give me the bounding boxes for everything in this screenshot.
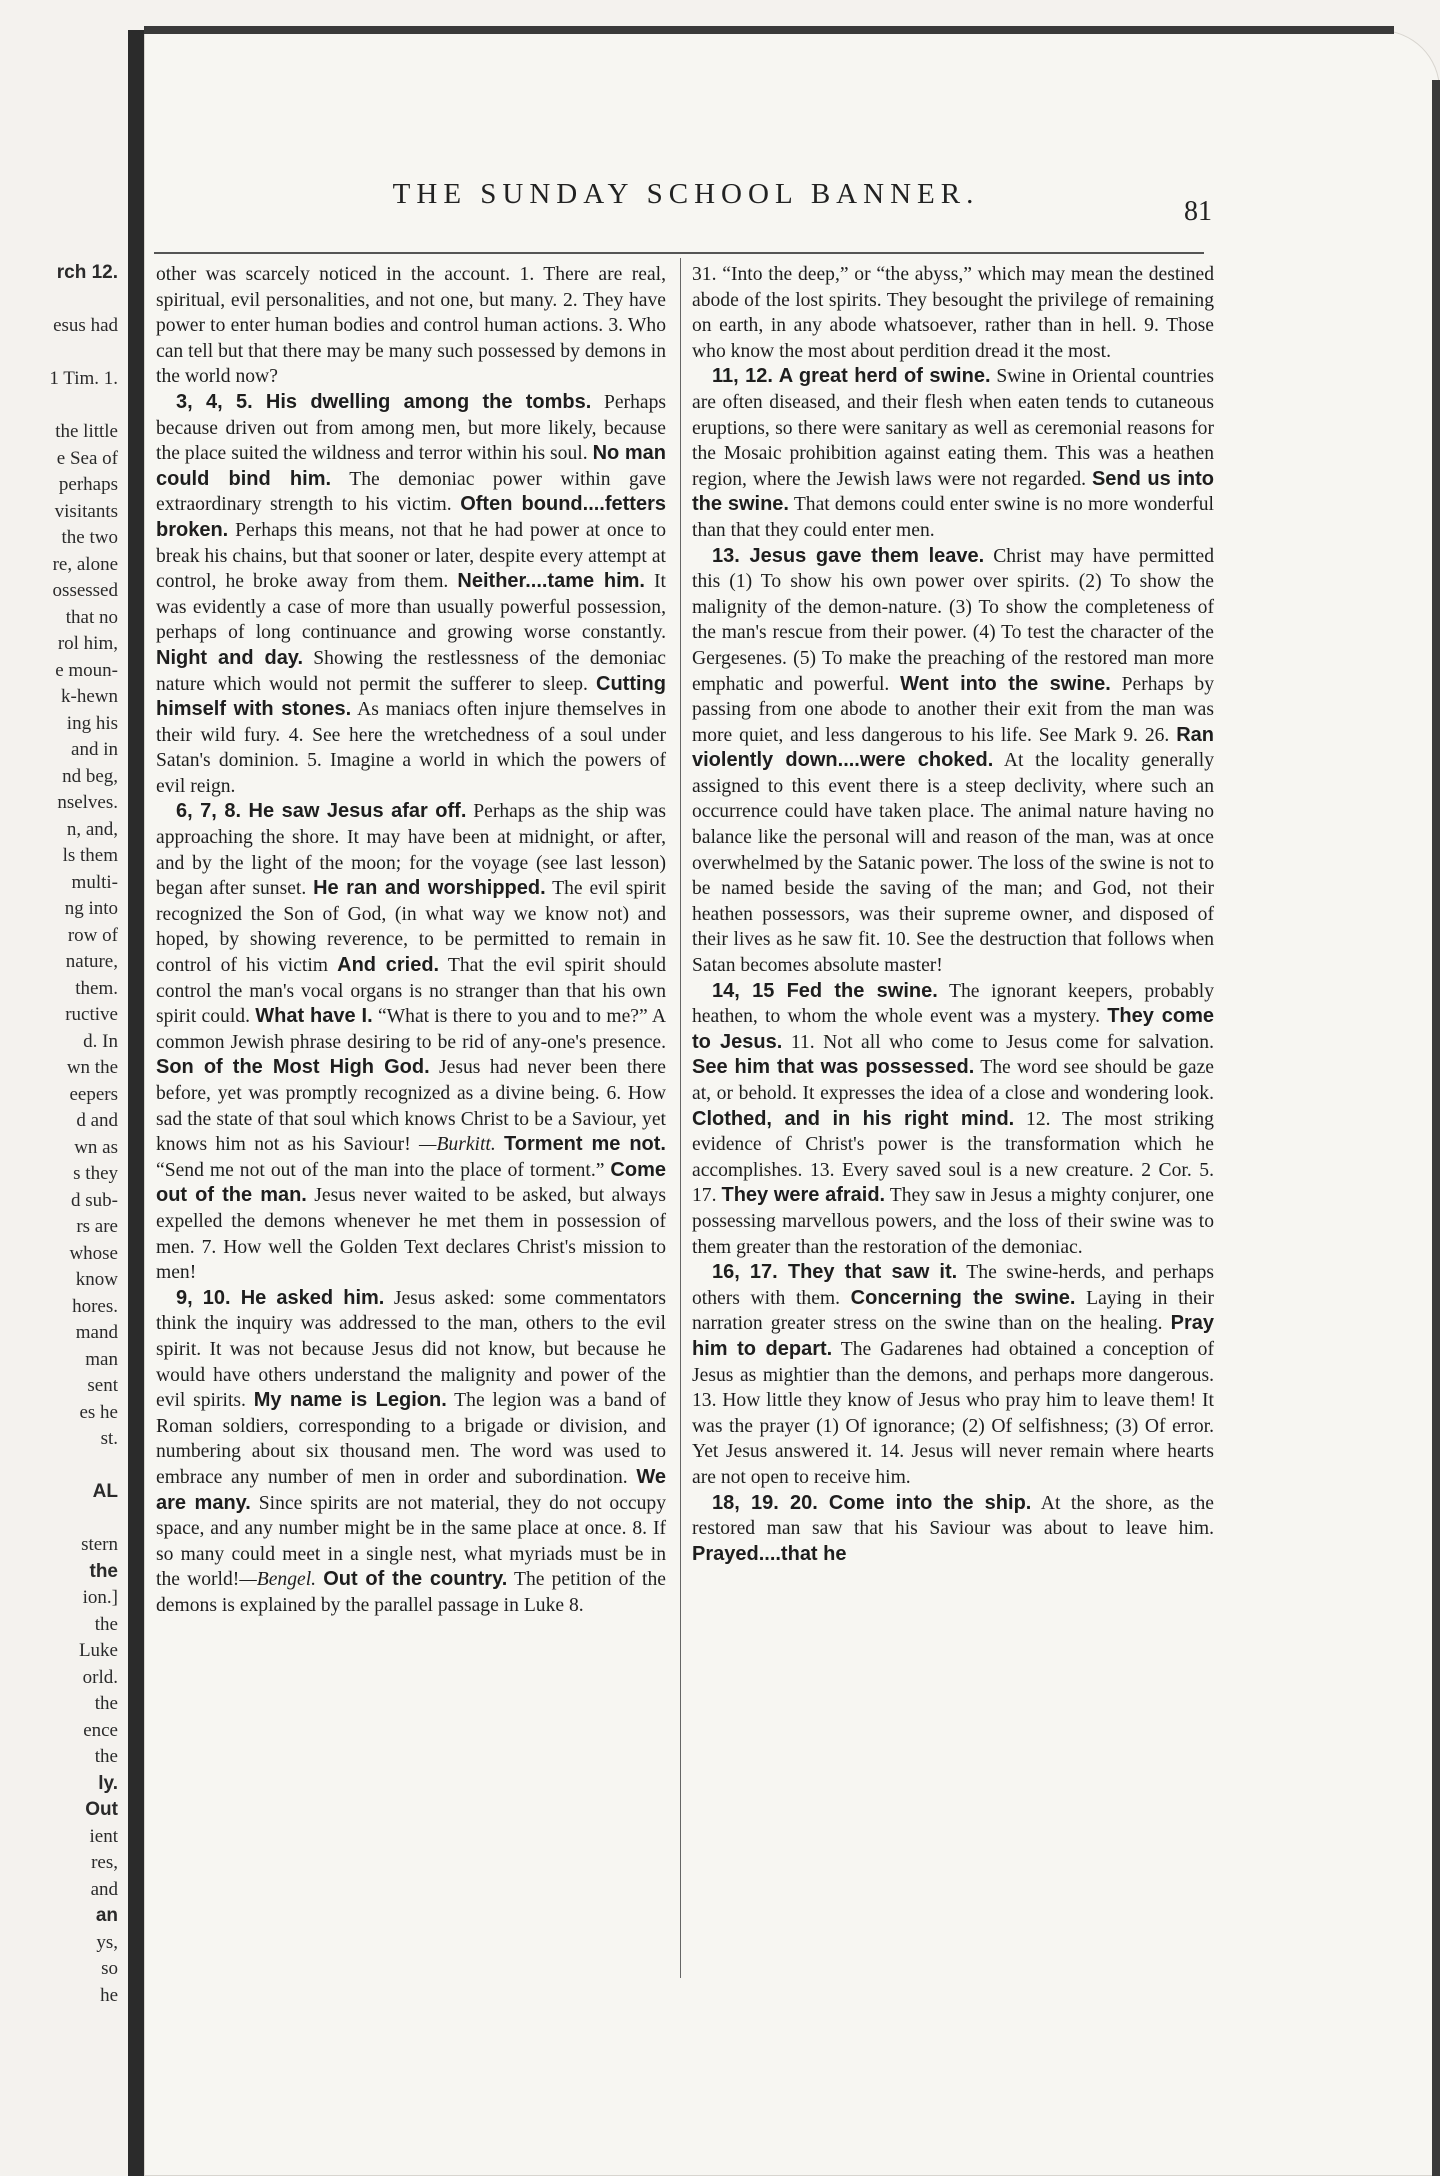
prev-page-fragment: and in bbox=[71, 739, 118, 760]
verse-keyword: Son of the Most High God. bbox=[156, 1056, 430, 1079]
prev-page-fragment: ng into bbox=[64, 898, 118, 919]
running-title: THE SUNDAY SCHOOL BANNER. bbox=[392, 178, 980, 210]
prev-page-fragment: stern bbox=[81, 1534, 118, 1555]
prev-page-fragment: that no bbox=[65, 606, 118, 628]
paragraph bbox=[156, 390, 666, 800]
prev-page-fragment: wn the bbox=[66, 1057, 118, 1078]
prev-page-fragment bbox=[0, 393, 118, 420]
prev-page-fragment: the bbox=[89, 1560, 118, 1582]
prev-page-fragment: he bbox=[100, 1984, 118, 2006]
prev-page-fragment: res, bbox=[91, 1852, 118, 1873]
verse-keyword: And cried. bbox=[337, 954, 440, 977]
verse-keyword: 14, 15 Fed the swine. bbox=[712, 979, 938, 1002]
verse-keyword: Torment me not. bbox=[504, 1133, 666, 1156]
verse-keyword: 3, 4, 5. His dwelling among the tombs. bbox=[176, 390, 592, 413]
body-text: At the locality generally assigned to this event there is a steep declivity, where such an occurrence could have taken place. The animal nature having no balance like the personal will and reason of the man, was at once overwhelmed by the Satanic power. The loss of the swine is not to be named beside the saving of the man; and God, not their heathen possessors, was their supreme owner, and disposed of their lives as he saw fit. 10. See the destruction that follows when Satan becomes absolute master! bbox=[692, 750, 1214, 977]
body-text: Jesus asked: some commentators think the inquiry was addressed to the man, others to the evil spirit. It was not because Jesus did not know, but because he would have others understand the malignity and power of the evil spirits. bbox=[156, 1287, 666, 1412]
body-text: The ignorant keepers, probably heathen, to whom the whole event was a mystery. bbox=[692, 980, 1214, 1028]
body-text: That the evil spirit should control the man's vocal organs is no stranger than that his own spirit could. bbox=[156, 955, 666, 1028]
body-text: Perhaps this means, not that he had power at once to break his chains, but that sooner or later, despite every attempt at control, he broke away from them. bbox=[156, 519, 666, 593]
prev-page-fragment: re, alone bbox=[52, 553, 118, 575]
prev-page-fragment: so bbox=[101, 1958, 118, 1979]
verse-keyword: Went into the swine. bbox=[900, 672, 1111, 695]
verse-keyword: They were afraid. bbox=[721, 1184, 886, 1207]
body-text: other was scarcely noticed in the account. 1. There are real, spiritual, evil personalities, and not one, but many. 2. They have power to enter human bodies and control human actions. 3. Who can tell but that there may be many such possessed by demons in the world now? bbox=[156, 264, 666, 388]
prev-page-fragment: an bbox=[95, 1905, 118, 1926]
prev-page-fragment: eepers bbox=[69, 1083, 118, 1105]
body-text: Jesus never waited to be asked, but always expelled the demons whenever he met them in possession of men. 7. How well the Golden Text declares Christ's mission to men! bbox=[156, 1185, 666, 1284]
prev-page-fragment: the bbox=[94, 1693, 118, 1714]
body-text: At the shore, as the restored man saw that his Saviour was about to leave him. bbox=[692, 1492, 1214, 1540]
prev-page-fragment: ing his bbox=[66, 712, 118, 734]
prev-page-fragment: esus had bbox=[53, 315, 118, 336]
page-right-edge bbox=[1432, 80, 1440, 2176]
prev-page-fragment: mand bbox=[75, 1322, 118, 1343]
body-text: The swine-herds, and perhaps others with them. bbox=[692, 1262, 1214, 1309]
body-text: Perhaps because driven out from among men, but more likely, because the place suited the wildness and terror within his soul. bbox=[156, 391, 666, 465]
body-text bbox=[496, 1134, 504, 1155]
body-text: Jesus had never been there before, yet was promptly recognized as a divine being. 6. How sad the state of that soul which knows Christ to be a Saviour, yet knows him not as his Saviour! bbox=[156, 1057, 667, 1156]
prev-page-fragment: man bbox=[85, 1348, 118, 1370]
verse-keyword: He ran and worshipped. bbox=[313, 877, 546, 900]
verse-keyword: 18, 19. 20. Come into the ship. bbox=[712, 1491, 1032, 1514]
prev-page-fragment: row of bbox=[67, 924, 118, 946]
left-column bbox=[156, 262, 666, 1618]
prev-page-fragment: ion.] bbox=[82, 1587, 118, 1608]
prev-page-fragment: ient bbox=[89, 1825, 118, 1847]
verse-keyword: Prayed....that he bbox=[692, 1542, 847, 1565]
prev-page-fragment: ructive bbox=[65, 1004, 118, 1025]
prev-page-fragment: hores. bbox=[72, 1295, 118, 1317]
body-text: Perhaps as the ship was approaching the shore. It may have been at midnight, or after, and by the light of the moon; for the voyage (see last lesson) began after sunset. bbox=[156, 801, 667, 900]
prev-page-fragment: k-hewn bbox=[61, 686, 118, 707]
prev-page-fragment: e moun- bbox=[55, 659, 118, 681]
body-text: Laying in their narration greater stress on the swine than on the healing. bbox=[692, 1287, 1214, 1335]
prev-page-fragment: the bbox=[94, 1613, 118, 1635]
body-text: “Send me not out of the man into the place of torment.” bbox=[156, 1159, 611, 1181]
body-text: As maniacs often injure themselves in their wild fury. 4. See here the wretchedness of a soul under Satan's dominion. 5. Imagine a world in which the powers of evil reign. bbox=[156, 699, 666, 797]
paragraph bbox=[692, 364, 1214, 543]
prev-page-fragment: and bbox=[90, 1878, 118, 1900]
verse-keyword: 9, 10. He asked him. bbox=[176, 1286, 385, 1309]
body-text: The petition of the demons is explained by the parallel passage in Luke 8. bbox=[156, 1569, 666, 1616]
prev-page-fragment: ly. bbox=[98, 1772, 118, 1794]
body-text: Perhaps by passing from one abode to another their exit from the man was more quiet, and less dangerous to his life. See Mark 9. 26. bbox=[692, 673, 1214, 746]
body-text: The evil spirit recognized the Son of God, (in what way we know not) and hoped, by showing reverence, to be permitted to remain in control of his victim bbox=[156, 878, 666, 977]
body-text: 12. The most striking evidence of Christ's power is the transformation which he accomplishes. 13. Every saved soul is a new creature. 2 Cor. 5. 17. bbox=[692, 1108, 1214, 1207]
verse-keyword: 13. Jesus gave them leave. bbox=[712, 544, 985, 567]
prev-page-fragment: rch 12. bbox=[56, 262, 118, 283]
prev-page-fragment: AL bbox=[92, 1481, 118, 1502]
prev-page-fragment: orld. bbox=[82, 1666, 118, 1688]
header-rule bbox=[154, 252, 1204, 254]
body-text: The legion was a band of Roman soldiers, corresponding to a brigade or division, and numbering about six thousand men. The word was used to embrace any number of men in order and subordination. bbox=[156, 1390, 666, 1488]
prev-page-fragment: es he bbox=[79, 1401, 118, 1423]
body-text: Swine in Oriental countries are often diseased, and their flesh when eaten tends to cutaneous eruptions, so there were sanitary as well as ceremonial reasons for the Mosaic prohibition against eating them. This was a heathen region, where the Jewish laws were not regarded. bbox=[692, 366, 1214, 490]
prev-page-fragment: st. bbox=[100, 1428, 118, 1449]
verse-keyword: Send us into the swine. bbox=[692, 467, 1215, 516]
prev-page-fragment: nd beg, bbox=[62, 765, 118, 787]
verse-keyword: Concerning the swine. bbox=[850, 1286, 1076, 1309]
verse-keyword: See him that was possessed. bbox=[692, 1056, 975, 1079]
paragraph bbox=[692, 979, 1214, 1261]
prev-page-fragment: 1 Tim. 1. bbox=[49, 368, 118, 389]
body-text: Showing the restlessness of the demoniac nature which would not permit the sufferer to sleep. bbox=[156, 647, 666, 695]
right-column bbox=[692, 262, 1214, 1567]
prev-page-fragment bbox=[0, 287, 118, 314]
paragraph bbox=[156, 262, 666, 390]
paragraph bbox=[692, 1260, 1214, 1490]
verse-keyword: 11, 12. A great herd of swine. bbox=[712, 365, 991, 388]
verse-keyword: Cutting himself with stones. bbox=[156, 672, 666, 721]
prev-page-fragment: perhaps bbox=[58, 474, 118, 495]
paragraph bbox=[692, 1491, 1214, 1568]
page-top-edge bbox=[144, 26, 1394, 34]
page-number: 81 bbox=[1184, 196, 1212, 227]
prev-page-fragment: d and bbox=[76, 1110, 118, 1131]
body-text: That demons could enter swine is no more wonderful than that they could enter men. bbox=[692, 494, 1214, 541]
prev-page-fragment: visitants bbox=[54, 500, 118, 522]
prev-page-fragment: rs are bbox=[76, 1216, 118, 1237]
verse-keyword: We are many. bbox=[156, 1465, 666, 1514]
prev-page-fragment: ossessed bbox=[52, 580, 118, 601]
body-text: Christ may have permitted this (1) To show his own power over spirits. (2) To show the malignity of the demon-nature. (3) To show the completeness of the man's rescue from their power. (4) To test the character of the Gergesenes. (5) To make the preaching of the restored man more emphatic and powerful. bbox=[692, 545, 1214, 695]
body-text: The word see should be gaze at, or behold. It expresses the idea of a close and wondering look. bbox=[692, 1057, 1214, 1104]
body-text: The demoniac power within gave extraordinary strength to his victim. bbox=[156, 468, 667, 516]
prev-page-fragment: rol him, bbox=[57, 633, 118, 654]
prev-page-fragment: ls them bbox=[62, 845, 118, 866]
prev-page-fragment: ys, bbox=[96, 1931, 118, 1953]
prev-page-fragment bbox=[0, 340, 118, 367]
binding-edge bbox=[128, 30, 144, 2176]
verse-keyword: Ran violently down....were choked. bbox=[692, 723, 1214, 772]
body-text: 11. Not all who come to Jesus come for salvation. bbox=[782, 1031, 1214, 1053]
prev-page-fragment: know bbox=[75, 1269, 118, 1290]
previous-page-fragments bbox=[0, 260, 118, 2009]
verse-keyword: Pray him to depart. bbox=[692, 1312, 1214, 1360]
prev-page-fragment: s they bbox=[73, 1163, 118, 1184]
prev-page-fragment: multi- bbox=[71, 871, 118, 893]
verse-keyword: 16, 17. They that saw it. bbox=[712, 1261, 958, 1284]
prev-page-fragment: the bbox=[94, 1746, 118, 1767]
paragraph bbox=[156, 1286, 666, 1619]
prev-page-fragment: nature, bbox=[65, 951, 118, 972]
verse-keyword: Neither....tame him. bbox=[457, 570, 645, 593]
prev-page-fragment: Luke bbox=[78, 1640, 118, 1661]
prev-page-fragment: ence bbox=[83, 1719, 118, 1741]
verse-keyword: Clothed, and in his right mind. bbox=[692, 1107, 1015, 1130]
body-text: They saw in Jesus a mighty conjurer, one possessing marvellous powers, and the loss of their swine was to them greater than the restoration of the demoniac. bbox=[692, 1185, 1214, 1258]
verse-keyword: No man could bind him. bbox=[156, 442, 667, 490]
prev-page-fragment: e Sea of bbox=[56, 447, 118, 469]
body-text: It was evidently a case of more than usually powerful possession, perhaps of long continuance and growing worse constantly. bbox=[156, 571, 667, 644]
verse-keyword: Come out of the man. bbox=[156, 1158, 666, 1207]
paragraph bbox=[692, 262, 1214, 364]
verse-keyword: 6, 7, 8. He saw Jesus afar off. bbox=[176, 800, 467, 823]
paragraph bbox=[692, 544, 1214, 979]
body-text: Since spirits are not material, they do not occupy space, and any number might be in the same place at once. 8. If so many could meet in a single nest, what myriads must be in the world! bbox=[156, 1492, 667, 1591]
body-text: 31. “Into the deep,” or “the abyss,” which may mean the destined abode of the lost spirits. They besought the privilege of remaining on earth, in any abode whatsoever, rather than in hell. 9. Those who know the most about perdition dread it the most. bbox=[692, 264, 1214, 362]
citation: —Burkitt. bbox=[419, 1134, 496, 1156]
body-text: The Gadarenes had obtained a conception of Jesus as mightier than the demons, and perhaps more dangerous. 13. How little they know of Jesus who pray him to leave them! It was the prayer (1) Of ignorance; (2) Of selfishness; (3) Of error. Yet Jesus answered it. 14. Jesus will never remain where hearts are not open to receive him. bbox=[692, 1338, 1214, 1488]
prev-page-fragment: d sub- bbox=[71, 1189, 118, 1211]
prev-page-fragment: wn as bbox=[74, 1136, 118, 1158]
verse-keyword: Often bound....fetters broken. bbox=[156, 493, 666, 541]
prev-page-fragment: d. In bbox=[83, 1030, 118, 1052]
verse-keyword: What have I. bbox=[255, 1005, 373, 1028]
prev-page-fragment: them. bbox=[75, 977, 118, 999]
column-divider bbox=[680, 258, 681, 1978]
verse-keyword: My name is Legion. bbox=[253, 1389, 447, 1412]
prev-page-fragment: sent bbox=[87, 1375, 118, 1396]
body-text: “What is there to you and to me?” A common Jewish phrase desiring to be rid of any-one's presence. bbox=[156, 1006, 666, 1053]
prev-page-fragment bbox=[0, 1453, 118, 1480]
prev-page-fragment: the two bbox=[61, 527, 118, 548]
paragraph bbox=[156, 799, 666, 1285]
prev-page-fragment: nselves. bbox=[57, 792, 118, 813]
verse-keyword: Out of the country. bbox=[323, 1568, 508, 1591]
prev-page-fragment: Out bbox=[85, 1799, 118, 1820]
verse-keyword: They come to Jesus. bbox=[692, 1005, 1214, 1053]
prev-page-fragment bbox=[0, 1506, 118, 1533]
citation: —Bengel. bbox=[239, 1569, 317, 1591]
verse-keyword: Night and day. bbox=[156, 646, 304, 669]
prev-page-fragment: n, and, bbox=[66, 818, 118, 840]
prev-page-fragment: whose bbox=[69, 1242, 118, 1264]
prev-page-fragment: the little bbox=[55, 421, 118, 442]
